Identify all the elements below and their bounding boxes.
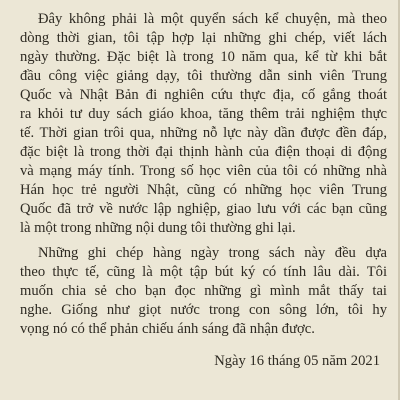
paragraph-1-line-8: đặc biệt là trong thời đại thịnh hành của điện thoại di động — [20, 144, 387, 160]
paragraph-2-line-4: nghe. Giống như giọt nước trong con sông lớn, tôi hy — [20, 302, 387, 318]
paragraph-1-line-4: đầu công việc giảng dạy, tôi thường dẫn sinh viên Trung — [20, 68, 387, 84]
paragraph-2-line-3: muốn chia sẻ cho bạn đọc những gì mình mắt thấy tai — [20, 283, 387, 299]
paragraph-1-line-3: ngày thường. Đặc biệt là trong 10 năm qua, kể từ khi bắt — [20, 49, 387, 65]
paragraph-1-line-11: Quốc đã trở về nước lập nghiệp, giao lưu với các bạn cũng — [20, 201, 387, 217]
paragraph-1-line-2: dòng thời gian, tôi tập hợp lại những ghi chép, viết lách — [20, 30, 387, 46]
paragraph-1-line-10: Hán học trẻ người Nhật, cũng có những học viên Trung — [20, 182, 387, 198]
paragraph-1-line-1: Đây không phải là một quyển sách kể chuyện, mà theo — [38, 11, 387, 27]
paragraph-1-line-12: là một trong những nội dung tôi thường ghi lại. — [20, 220, 296, 236]
paragraph-1-line-6: ra khỏi tư duy sách giáo khoa, tăng thêm trải nghiệm thực — [20, 106, 387, 122]
paragraph-2-line-1: Những ghi chép hàng ngày trong sách này đều dựa — [38, 245, 387, 261]
paragraph-2-line-5: vọng nó có thể phản chiếu ánh sáng đã nhận được. — [20, 321, 315, 337]
paragraph-1-line-5: Quốc và Nhật Bản đi nghiên cứu thực địa, cố gắng thoát — [20, 87, 387, 103]
paragraph-1-line-9: và mạng máy tính. Trong số học viên của tôi có những nhà — [20, 163, 387, 179]
date-signature: Ngày 16 tháng 05 năm 2021 — [214, 353, 380, 369]
paragraph-2-line-2: theo thực tế, cũng là một tập bút ký có tính lâu dài. Tôi — [20, 264, 387, 280]
paragraph-1-line-7: tế. Thời gian trôi qua, những nỗ lực này dần được đền đáp, — [20, 125, 387, 141]
